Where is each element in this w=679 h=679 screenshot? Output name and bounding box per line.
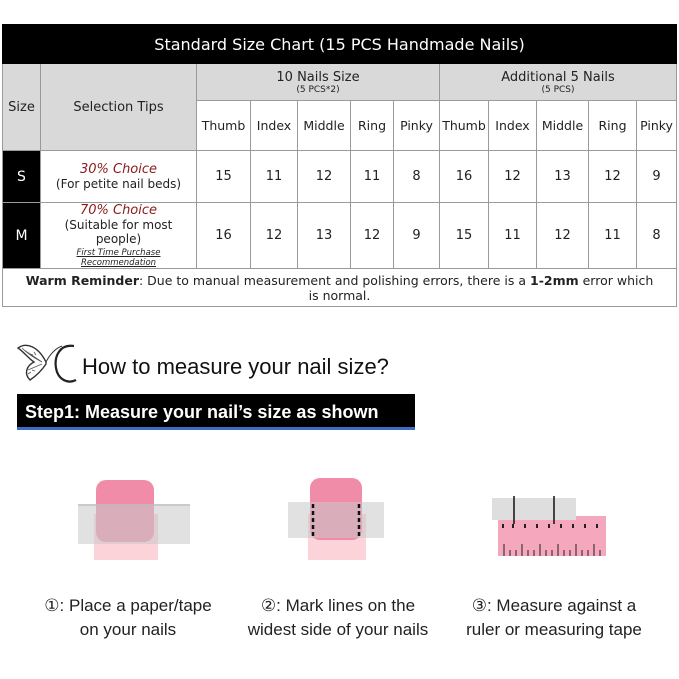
group2-subtitle: (5 PCS): [541, 85, 575, 95]
finger-header: Middle: [537, 101, 589, 151]
tape-on-nail-illustration: [78, 476, 190, 560]
table-row: [3, 203, 677, 269]
finger-header: Pinky: [394, 101, 440, 151]
selection-tip-s: [41, 151, 197, 203]
selection-tip-m: [41, 203, 197, 269]
chart-title: Standard Size Chart (15 PCS Handmade Nails): [3, 25, 677, 64]
size-value: 9: [394, 203, 440, 269]
mark-lines-illustration: [288, 474, 398, 560]
step-caption-3: [452, 594, 656, 642]
first-time-recommendation: First Time Purchase Recommendation: [76, 248, 161, 268]
tip-percent: 30% Choice: [79, 162, 158, 177]
size-value: 15: [440, 203, 489, 269]
size-value: 11: [589, 203, 637, 269]
finger-header: Thumb: [440, 101, 489, 151]
step1-banner: [17, 394, 415, 430]
size-value: 8: [637, 203, 677, 269]
size-value: 13: [298, 203, 351, 269]
size-value: 12: [489, 151, 537, 203]
size-value: 16: [440, 151, 489, 203]
caption-line: on your nails: [79, 620, 177, 639]
size-value: 13: [537, 151, 589, 203]
group2-title: Additional 5 Nails: [501, 70, 615, 85]
size-value: 11: [489, 203, 537, 269]
group1-subtitle: (5 PCS*2): [296, 85, 340, 95]
reminder-label: Warm Reminder: [25, 272, 139, 288]
warm-reminder: [3, 269, 677, 307]
size-chart-table: [2, 24, 677, 307]
tip-description: (For petite nail beds): [55, 177, 182, 191]
howto-header: [16, 340, 436, 390]
caption-line: ③: Measure against a: [471, 596, 637, 615]
size-value: 8: [394, 151, 440, 203]
group-header-additional-nails: [440, 64, 677, 101]
size-label-s: S: [3, 151, 41, 203]
tip-description: (Suitable for most people): [64, 218, 173, 246]
finger-header: Ring: [589, 101, 637, 151]
size-value: 9: [637, 151, 677, 203]
group-header-10-nails: [197, 64, 440, 101]
size-value: 12: [251, 203, 298, 269]
finger-header: Middle: [298, 101, 351, 151]
step-caption-2: [236, 594, 440, 642]
group1-title: 10 Nails Size: [276, 70, 360, 85]
caption-line: ②: Mark lines on the: [260, 596, 416, 615]
table-row: [3, 151, 677, 203]
step-caption-1: [28, 594, 228, 642]
caption-line: widest side of your nails: [247, 620, 429, 639]
finger-header: Ring: [351, 101, 394, 151]
caption-line: ruler or measuring tape: [466, 620, 642, 639]
ruler-illustration: [490, 494, 610, 560]
finger-header: Thumb: [197, 101, 251, 151]
size-value: 12: [298, 151, 351, 203]
size-column-header: Size: [3, 64, 41, 151]
size-value: 11: [351, 151, 394, 203]
finger-header: Index: [489, 101, 537, 151]
size-value: 12: [351, 203, 394, 269]
butterfly-icon: [16, 340, 80, 388]
finger-header: Pinky: [637, 101, 677, 151]
size-label-m: M: [3, 203, 41, 269]
size-value: 11: [251, 151, 298, 203]
caption-line: ①: Place a paper/tape: [44, 596, 212, 615]
reminder-error-range: 1-2mm: [530, 272, 579, 288]
reminder-text: error which is normal.: [308, 272, 654, 303]
size-value: 12: [589, 151, 637, 203]
finger-header: Index: [251, 101, 298, 151]
tips-column-header: Selection Tips: [41, 64, 197, 151]
howto-title: How to measure your nail size?: [82, 354, 389, 379]
size-value: 15: [197, 151, 251, 203]
size-value: 16: [197, 203, 251, 269]
reminder-text: : Due to manual measurement and polishing errors, there is a: [139, 272, 530, 288]
tip-percent: 70% Choice: [79, 203, 158, 218]
step1-text: Step1: Measure your nail’s size as shown: [25, 402, 379, 422]
size-value: 12: [537, 203, 589, 269]
